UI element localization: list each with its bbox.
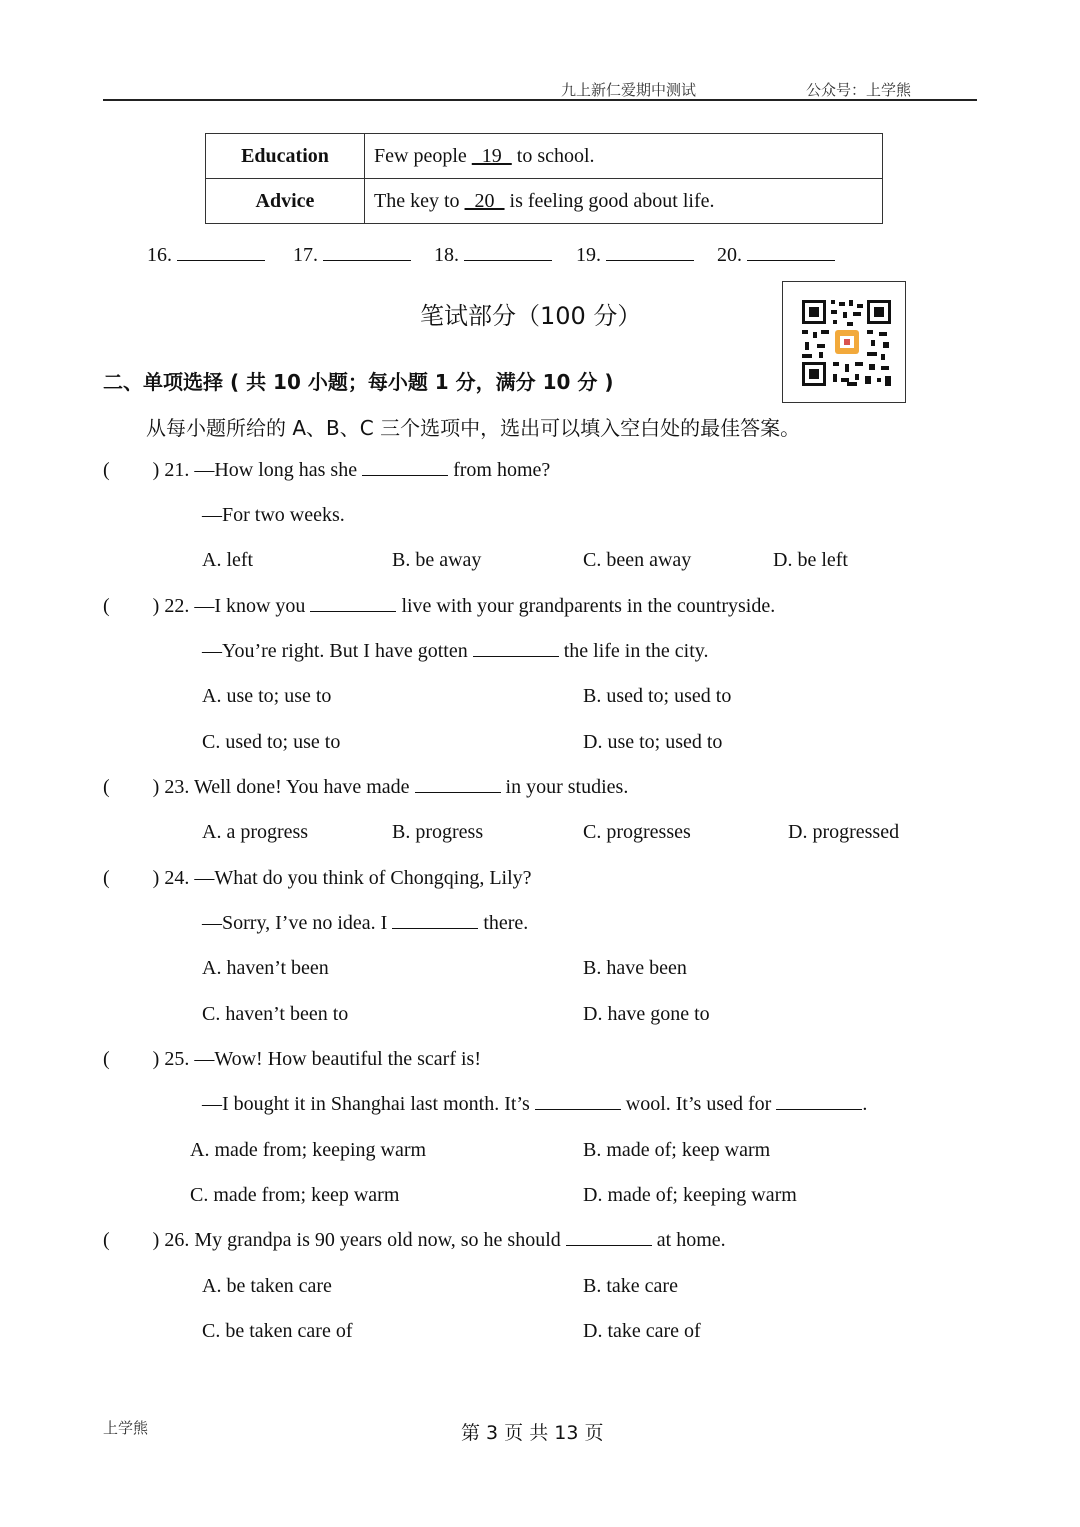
answer-line-19[interactable]: 19. bbox=[576, 244, 694, 267]
q25-reply: —I bought it in Shanghai last month. It’s wool. It’s used for . bbox=[202, 1093, 868, 1115]
question-25: ( ) 25. —Wow! How beautiful the scarf is! bbox=[103, 1048, 481, 1070]
page-number: 第 3 页 共 13 页 bbox=[461, 1422, 604, 1444]
question-21: ( ) 21. —How long has she from home? bbox=[103, 459, 551, 481]
q21-reply: —For two weeks. bbox=[202, 504, 345, 526]
answer-line-20[interactable]: 20. bbox=[717, 244, 835, 267]
q24-option-a[interactable]: A. haven’t been bbox=[202, 957, 329, 979]
header-account: 公众号：上学熊 bbox=[806, 83, 912, 99]
blank-19: 19 bbox=[471, 144, 512, 167]
q24-option-d[interactable]: D. have gone to bbox=[583, 1003, 710, 1025]
q26-option-a[interactable]: A. be taken care bbox=[202, 1275, 332, 1297]
table-key: Advice bbox=[206, 179, 365, 224]
q22-option-b[interactable]: B. used to; used to bbox=[583, 685, 732, 707]
q24-reply: —Sorry, I’ve no idea. I there. bbox=[202, 912, 529, 934]
table-row bbox=[206, 134, 883, 179]
q26-option-c[interactable]: C. be taken care of bbox=[202, 1320, 353, 1342]
q25-option-d[interactable]: D. made of; keeping warm bbox=[583, 1184, 797, 1206]
q21-option-b[interactable]: B. be away bbox=[392, 549, 482, 571]
section2-instruction: 从每小题所给的 A、B、C 三个选项中，选出可以填入空白处的最佳答案。 bbox=[146, 416, 801, 440]
q24-option-c[interactable]: C. haven’t been to bbox=[202, 1003, 349, 1025]
q23-option-a[interactable]: A. a progress bbox=[202, 821, 309, 843]
question-23: ( ) 23. Well done! You have made in your studies. bbox=[103, 776, 629, 798]
table-key: Education bbox=[206, 134, 365, 179]
section-title: 笔试部分（100 分） bbox=[420, 302, 642, 330]
question-22: ( ) 22. —I know you live with your grandparents in the countryside. bbox=[103, 595, 776, 617]
q26-option-d[interactable]: D. take care of bbox=[583, 1320, 701, 1342]
q21-option-a[interactable]: A. left bbox=[202, 549, 254, 571]
q25-option-b[interactable]: B. made of; keep warm bbox=[583, 1139, 771, 1161]
section2-title: 二、单项选择 ( 共 10 小题；每小题 1 分，满分 10 分 ) bbox=[103, 370, 614, 394]
header-rule bbox=[103, 99, 977, 101]
q23-option-c[interactable]: C. progresses bbox=[583, 821, 691, 843]
q22-option-a[interactable]: A. use to; use to bbox=[202, 685, 332, 707]
table-value: Few people 19 to school. bbox=[365, 134, 883, 179]
question-24: ( ) 24. —What do you think of Chongqing, Lily? bbox=[103, 867, 532, 889]
answer-line-18[interactable]: 18. bbox=[434, 244, 552, 267]
table-value: The key to 20 is feeling good about life. bbox=[365, 179, 883, 224]
qr-code-icon bbox=[783, 282, 904, 401]
table-row bbox=[206, 179, 883, 224]
q26-option-b[interactable]: B. take care bbox=[583, 1275, 678, 1297]
q22-option-d[interactable]: D. use to; used to bbox=[583, 731, 723, 753]
q21-option-d[interactable]: D. be left bbox=[773, 549, 848, 571]
q22-reply: —You’re right. But I have gotten the life in the city. bbox=[202, 640, 709, 662]
q22-option-c[interactable]: C. used to; use to bbox=[202, 731, 341, 753]
question-26: ( ) 26. My grandpa is 90 years old now, so he should at home. bbox=[103, 1229, 726, 1251]
q25-option-c[interactable]: C. made from; keep warm bbox=[190, 1184, 400, 1206]
blank-20: 20 bbox=[464, 189, 505, 212]
answer-line-16[interactable]: 16. bbox=[147, 244, 265, 267]
header-title: 九上新仁爱期中测试 bbox=[561, 83, 697, 99]
info-table bbox=[205, 133, 883, 224]
footer-brand: 上学熊 bbox=[103, 1421, 149, 1437]
q21-option-c[interactable]: C. been away bbox=[583, 549, 692, 571]
q23-option-b[interactable]: B. progress bbox=[392, 821, 484, 843]
q25-option-a[interactable]: A. made from; keeping warm bbox=[190, 1139, 427, 1161]
q24-option-b[interactable]: B. have been bbox=[583, 957, 687, 979]
q23-option-d[interactable]: D. progressed bbox=[788, 821, 900, 843]
qr-code bbox=[782, 281, 906, 403]
answer-line-17[interactable]: 17. bbox=[293, 244, 411, 267]
